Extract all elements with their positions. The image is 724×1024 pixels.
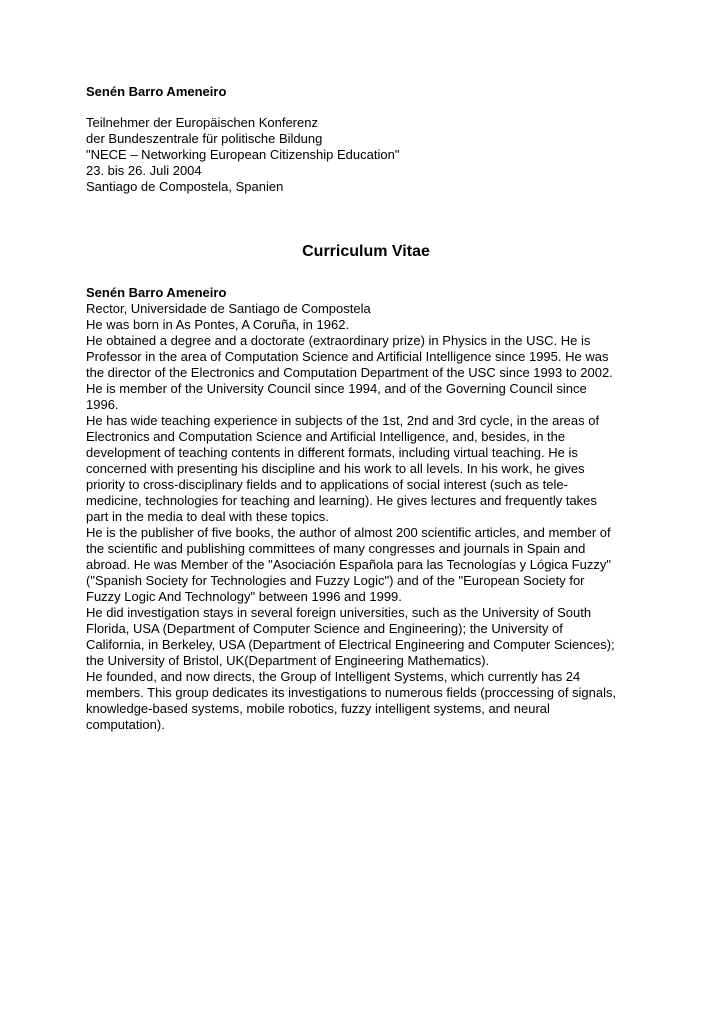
- cv-line: He obtained a degree and a doctorate (extraordinary prize) in Physics in the USC. He is: [86, 333, 591, 348]
- cv-line: California, in Berkeley, USA (Department of Electrical Engineering and Computer Sciences);: [86, 637, 615, 652]
- cv-line: abroad. He was Member of the "Asociación Española para las Tecnologías y Lógica Fuzzy": [86, 557, 611, 572]
- cv-line: knowledge-based systems, mobile robotics, fuzzy intelligent systems, and neural: [86, 701, 550, 716]
- cv-line: He has wide teaching experience in subjects of the 1st, 2nd and 3rd cycle, in the areas of: [86, 413, 600, 428]
- cv-title: Curriculum Vitae: [302, 243, 430, 260]
- cv-line: He founded, and now directs, the Group of Intelligent Systems, which currently has 24: [86, 669, 581, 684]
- conference-line: Santiago de Compostela, Spanien: [86, 179, 284, 194]
- cv-line: the director of the Electronics and Computation Department of the USC since 1993 to 2002.: [86, 365, 613, 380]
- cv-line: He is the publisher of five books, the author of almost 200 scientific articles, and member of: [86, 525, 611, 540]
- cv-line: medicine, technologies for teaching and learning). He gives lectures and frequently takes: [86, 493, 597, 508]
- cv-line: the scientific and publishing committees of many congresses and journals in Spain and: [86, 541, 586, 556]
- cv-line: part in the media to deal with these topics.: [86, 509, 329, 524]
- cv-line: 1996.: [86, 397, 119, 412]
- cv-line: Florida, USA (Department of Computer Science and Engineering); the University of: [86, 621, 563, 636]
- conference-line: der Bundeszentrale für politische Bildung: [86, 131, 323, 146]
- conference-line: 23. bis 26. Juli 2004: [86, 163, 202, 178]
- cv-line: Professor in the area of Computation Science and Artificial Intelligence since 1995. He was: [86, 349, 609, 364]
- cv-line: priority to cross-disciplinary fields and to applications of social interest (such as tele-: [86, 477, 568, 492]
- cv-line: Rector, Universidade de Santiago de Compostela: [86, 301, 371, 316]
- cv-line: He is member of the University Council since 1994, and of the Governing Council since: [86, 381, 587, 396]
- cv-line: concerned with presenting his discipline and his work to all levels. In his work, he gives: [86, 461, 585, 476]
- conference-info: [86, 115, 646, 195]
- cv-line: He did investigation stays in several foreign universities, such as the University of South: [86, 605, 592, 620]
- conference-line: Teilnehmer der Europäischen Konferenz: [86, 115, 318, 130]
- cv-body: [86, 285, 646, 733]
- cv-line: He was born in As Pontes, A Coruña, in 1962.: [86, 317, 350, 332]
- header-name: Senén Barro Ameneiro: [86, 84, 227, 99]
- cv-line: development of teaching contents in different formats, including virtual teaching. He is: [86, 445, 578, 460]
- cv-name: Senén Barro Ameneiro: [86, 285, 227, 300]
- cv-line: members. This group dedicates its investigations to numerous fields (proccessing of signals,: [86, 685, 617, 700]
- cv-line: the University of Bristol, UK(Department of Engineering Mathematics).: [86, 653, 490, 668]
- document-page: [86, 84, 646, 733]
- cv-line: computation).: [86, 717, 165, 732]
- cv-line: ("Spanish Society for Technologies and Fuzzy Logic") and of the "European Society for: [86, 573, 585, 588]
- cv-line: Electronics and Computation Science and Artificial Intelligence, and, besides, in the: [86, 429, 566, 444]
- conference-line: "NECE – Networking European Citizenship Education": [86, 147, 400, 162]
- cv-line: Fuzzy Logic And Technology" between 1996 and 1999.: [86, 589, 402, 604]
